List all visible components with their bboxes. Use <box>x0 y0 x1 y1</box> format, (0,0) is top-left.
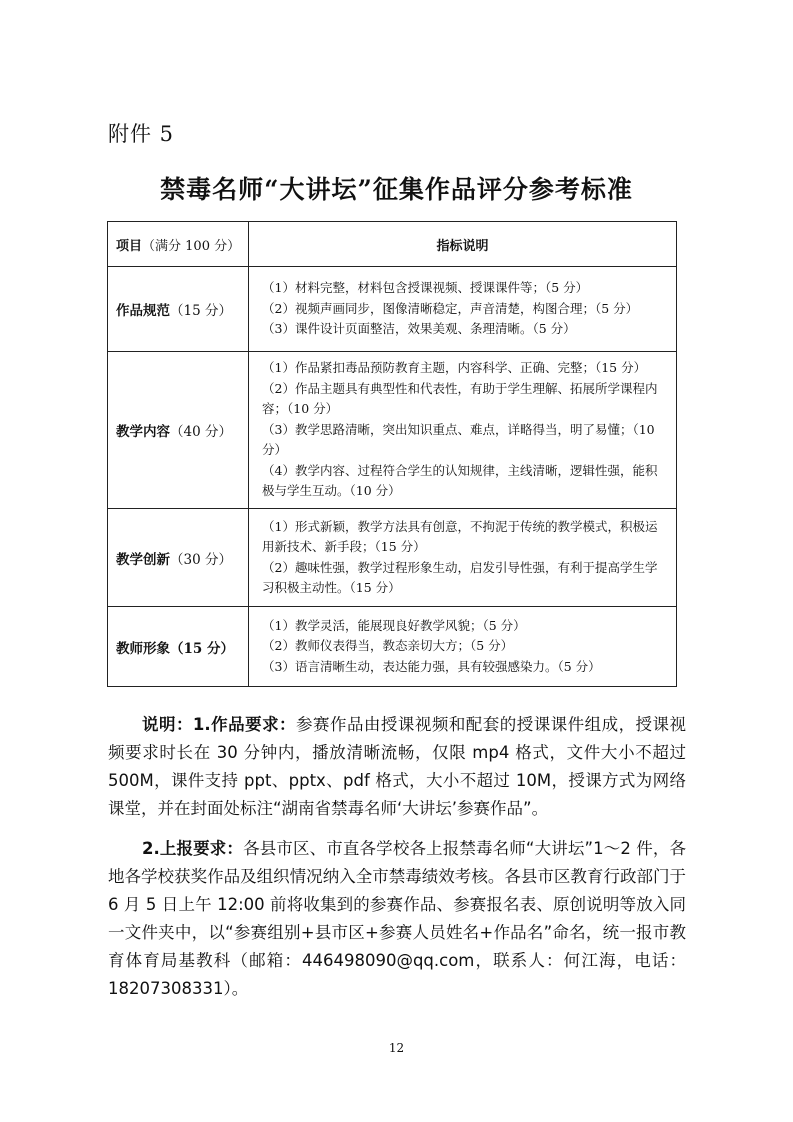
criterion-line: （4）教学内容、过程符合学生的认知规律，主线清晰，逻辑性强，能积极与学生互动。（10 分） <box>262 462 658 499</box>
criterion-name-cell <box>108 509 249 607</box>
criterion-line: （1）形式新颖，教学方法具有创意，不拘泥于传统的教学模式，积极运用新技术、新手段；（15 分） <box>262 518 658 554</box>
criterion-description <box>249 607 677 687</box>
criterion-description <box>249 509 677 607</box>
table-row <box>108 607 677 687</box>
note-text: 各县市区、市直各学校各上报禁毒名师“大讲坛”1～2 件，各地各学校获奖作品及组织情况纳入全市禁毒绩效考核。各县市区教育行政部门于 6 月 5 日上午 12:00 前将收集到的参赛作品、参赛报名表、原创说明等放入同一文件夹中，以“参赛组别+县市区+参赛人员姓名+作品名”命名，统一报市教育体育局基教科（邮箱：446498090@qq.com，联系人：何江海，电话：18207308331）。 <box>108 839 686 998</box>
column-header-item-score: （满分 100 分） <box>142 238 241 254</box>
column-header-item <box>108 222 249 267</box>
criterion-line: （1）教学灵活，能展现良好教学风貌；（5 分） <box>262 617 526 633</box>
scoring-criteria-table <box>107 221 677 687</box>
criterion-line: （3）语言清晰生动，表达能力强，具有较强感染力。（5 分） <box>262 658 601 674</box>
notes-section <box>108 711 686 1015</box>
attachment-label: 附件 5 <box>108 122 175 146</box>
document-title: 禁毒名师“大讲坛”征集作品评分参考标准 <box>160 175 633 204</box>
criterion-score: （15 分） <box>170 303 232 319</box>
criterion-line: （2）教师仪表得当，教态亲切大方；（5 分） <box>262 638 514 654</box>
criterion-score: （30 分） <box>170 551 232 568</box>
column-header-description: 指标说明 <box>249 222 677 267</box>
criterion-name-cell <box>108 267 249 352</box>
criterion-description <box>249 352 677 509</box>
table-header-row <box>108 222 677 267</box>
table-row <box>108 352 677 509</box>
criterion-name: 教学创新 <box>116 551 170 568</box>
criterion-name-cell <box>108 607 249 687</box>
criterion-line: （3）教学思路清晰，突出知识重点、难点，详略得当，明了易懂；（10 分） <box>262 421 655 458</box>
criterion-line: （2）趣味性强，教学过程形象生动，启发引导性强，有利于提高学生学习积极主动性。（15 分） <box>262 559 658 595</box>
note-submission-requirements <box>108 835 686 1003</box>
criterion-name-cell <box>108 352 249 509</box>
criterion-name: 作品规范 <box>116 303 170 319</box>
table-row <box>108 267 677 352</box>
criterion-line: （2）作品主题具有典型性和代表性，有助于学生理解、拓展所学课程内容；（10 分） <box>262 380 658 417</box>
criterion-line: （1）材料完整，材料包含授课视频、授课课件等；（5 分） <box>262 280 589 296</box>
criterion-line: （3）课件设计页面整洁，效果美观、条理清晰。（5 分） <box>262 321 576 337</box>
note-text: 参赛作品由授课视频和配套的授课课件组成，授课视频要求时长在 30 分钟内，播放清晰流畅，仅限 mp4 格式，文件大小不超过 500M，课件支持 ppt、pptx、pdf 格式，大小不超过 10M，授课方式为网络课堂，并在封面处标注“湖南省禁毒名师‘大讲坛’参赛作品”。 <box>108 715 686 818</box>
criterion-name: 教学内容 <box>116 424 170 440</box>
criterion-line: （2）视频声画同步，图像清晰稳定，声音清楚，构图合理；（5 分） <box>262 300 639 316</box>
column-header-item-label: 项目 <box>116 238 143 254</box>
criterion-name: 教师形象（15 分） <box>116 640 234 657</box>
criterion-line: （1）作品紧扣毒品预防教育主题，内容科学、正确、完整；（15 分） <box>262 360 647 376</box>
page-number: 12 <box>388 1041 405 1055</box>
note-heading: 说明：1.作品要求： <box>142 715 297 734</box>
note-work-requirements <box>108 711 686 823</box>
table-row <box>108 509 677 607</box>
criterion-score: （40 分） <box>170 424 232 440</box>
criterion-description <box>249 267 677 352</box>
note-heading: 2.上报要求： <box>142 839 244 858</box>
